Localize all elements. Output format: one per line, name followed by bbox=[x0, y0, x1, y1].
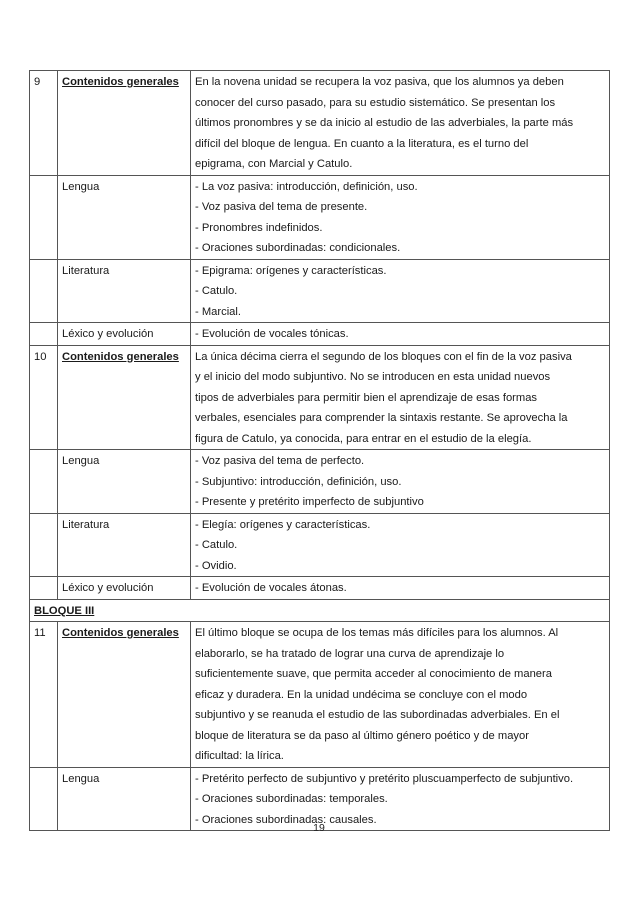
unit-9-lexico-row bbox=[30, 323, 610, 346]
content-line: - Voz pasiva del tema de perfecto. bbox=[195, 455, 365, 467]
unit-11-lengua-row bbox=[30, 767, 610, 831]
content-line: El último bloque se ocupa de los temas más difíciles para los alumnos. Al bbox=[195, 627, 559, 639]
content-line: bloque de literatura se da paso al último género poético y de mayor bbox=[195, 729, 529, 742]
unit-9-lengua-row bbox=[30, 175, 610, 259]
content-line: - Presente y pretérito imperfecto de subjuntivo bbox=[195, 496, 424, 508]
section-label: Literatura bbox=[58, 513, 191, 577]
section-content bbox=[191, 259, 610, 323]
content-line: verbales, esenciales para comprender la sintaxis restante. Se aprovecha la bbox=[195, 412, 568, 424]
section-content bbox=[191, 767, 610, 831]
content-line: epigrama, con Marcial y Catulo. bbox=[195, 158, 353, 170]
block-heading-row bbox=[30, 599, 610, 622]
content-line: difícil del bloque de lengua. En cuanto a la literatura, es el turno del bbox=[195, 137, 529, 150]
content-line: - Pronombres indefinidos. bbox=[195, 221, 323, 234]
section-content bbox=[191, 577, 610, 600]
content-line: subjuntivo y se reanuda el estudio de las subordinadas adverbiales. En el bbox=[195, 709, 560, 721]
content-line: - Subjuntivo: introducción, definición, uso. bbox=[195, 475, 402, 488]
section-content bbox=[191, 71, 610, 176]
content-line: - Voz pasiva del tema de presente. bbox=[195, 201, 368, 213]
content-line: figura de Catulo, ya conocida, para entrar en el estudio de la elegía. bbox=[195, 432, 532, 445]
content-line: - Catulo. bbox=[195, 285, 238, 297]
content-line: - Evolución de vocales tónicas. bbox=[195, 328, 349, 340]
section-content bbox=[191, 345, 610, 450]
content-line: eficaz y duradera. En la unidad undécima se concluye con el modo bbox=[195, 688, 528, 701]
page-number: 19 bbox=[313, 822, 325, 834]
content-line: - Catulo. bbox=[195, 539, 238, 551]
unit-10-lengua-row bbox=[30, 450, 610, 514]
unit-11-general-row bbox=[30, 622, 610, 768]
unit-10-lexico-row bbox=[30, 577, 610, 600]
unit-number: 10 bbox=[30, 345, 58, 450]
content-line: - Marcial. bbox=[195, 305, 241, 318]
content-line: La única décima cierra el segundo de los bloques con el fin de la voz pasiva bbox=[195, 350, 572, 363]
section-label: Lengua bbox=[58, 450, 191, 514]
content-line: - Oraciones subordinadas: temporales. bbox=[195, 793, 388, 805]
content-line: elaborarlo, se ha tratado de lograr una curva de aprendizaje lo bbox=[195, 647, 505, 660]
section-label: Literatura bbox=[58, 259, 191, 323]
content-line: En la novena unidad se recupera la voz pasiva, que los alumnos ya deben bbox=[195, 76, 564, 88]
unit-number: 9 bbox=[30, 71, 58, 176]
block-title: BLOQUE III bbox=[30, 599, 610, 622]
content-line: - Pretérito perfecto de subjuntivo y pretérito pluscuamperfecto de subjuntivo. bbox=[195, 772, 574, 785]
content-line: - Oraciones subordinadas: causales. bbox=[195, 813, 377, 826]
section-label: Léxico y evolución bbox=[58, 577, 191, 600]
content-line: - Ovidio. bbox=[195, 559, 237, 572]
unit-number: 11 bbox=[30, 622, 58, 768]
section-label: Lengua bbox=[58, 175, 191, 259]
section-label: Léxico y evolución bbox=[58, 323, 191, 346]
content-line: tipos de adverbiales para permitir bien el aprendizaje de esas formas bbox=[195, 391, 538, 404]
content-line: - Oraciones subordinadas: condicionales. bbox=[195, 242, 401, 254]
syllabus-table bbox=[29, 70, 610, 831]
unit-9-general-row bbox=[30, 71, 610, 176]
section-content bbox=[191, 323, 610, 346]
content-line: - Evolución de vocales átonas. bbox=[195, 582, 347, 594]
content-line: últimos pronombres y se da inicio al estudio de las adverbiales, la parte más bbox=[195, 117, 574, 129]
content-line: y el inicio del modo subjuntivo. No se introducen en esta unidad nuevos bbox=[195, 371, 551, 383]
content-line: suficientemente suave, que permita acceder al conocimiento de manera bbox=[195, 668, 552, 680]
section-label: Contenidos generales bbox=[58, 71, 191, 176]
unit-10-general-row bbox=[30, 345, 610, 450]
section-content bbox=[191, 175, 610, 259]
unit-10-literatura-row bbox=[30, 513, 610, 577]
unit-9-literatura-row bbox=[30, 259, 610, 323]
section-label: Lengua bbox=[58, 767, 191, 831]
content-line: conocer del curso pasado, para su estudio sistemático. Se presentan los bbox=[195, 96, 556, 109]
section-label: Contenidos generales bbox=[58, 345, 191, 450]
section-label: Contenidos generales bbox=[58, 622, 191, 768]
content-line: dificultad: la lírica. bbox=[195, 750, 284, 762]
content-line: - Elegía: orígenes y características. bbox=[195, 518, 371, 531]
section-content bbox=[191, 450, 610, 514]
content-line: - Epigrama: orígenes y características. bbox=[195, 264, 387, 277]
section-content bbox=[191, 513, 610, 577]
content-line: - La voz pasiva: introducción, definición, uso. bbox=[195, 180, 418, 193]
section-content bbox=[191, 622, 610, 768]
